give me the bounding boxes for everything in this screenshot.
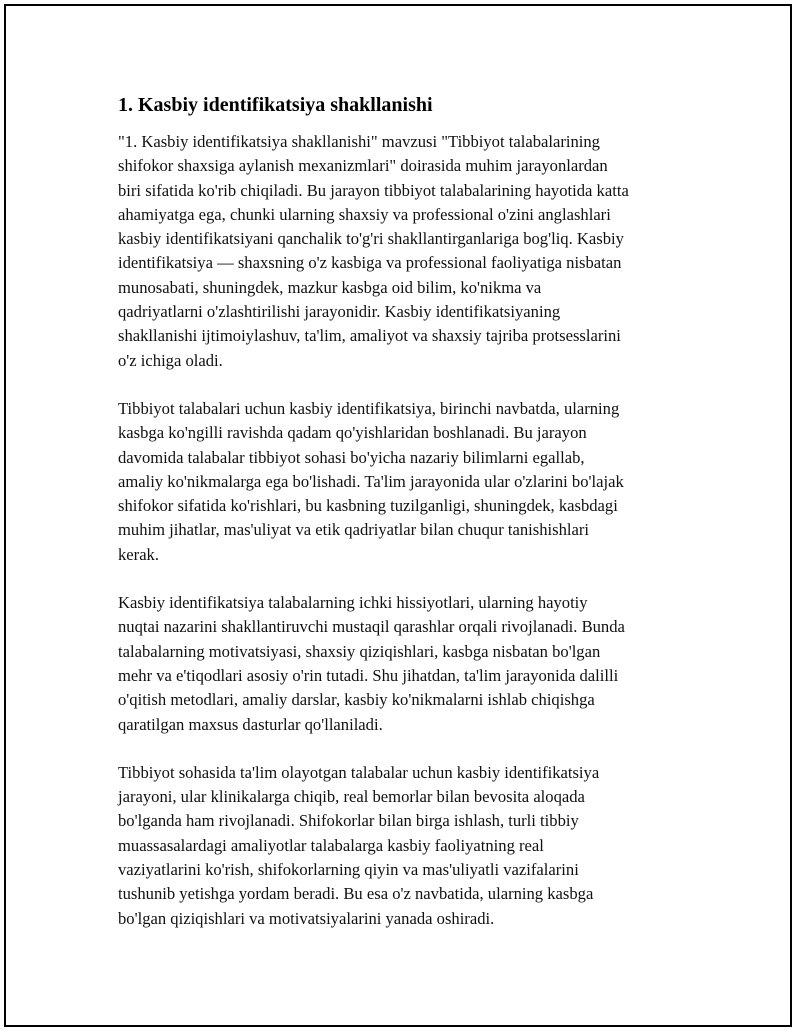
- paragraph-1: "1. Kasbiy identifikatsiya shakllanishi" mavzusi "Tibbiyot talabalarining shifokor shaxsiga aylanish mexanizmlari" doirasida muhim jarayonlardan biri sifatida ko'rib chiqiladi. Bu jarayon tibbiyot talabalarining hayotida katta ahamiyatga ega, chunki ularning shaxsiy va professional o'zini anglashlari kasbiy identifikatsiyani qanchalik to'g'ri shakllantirganlariga bog'liq. Kasbiy identifikatsiya — shaxsning o'z kasbiga va professional faoliyatiga nisbatan munosabati, shuningdek, mazkur kasbga oid bilim, ko'nikma va qadriyatlarni o'zlashtirilishi jarayonidir. Kasbiy identifikatsiyaning shakllanishi ijtimoiylashuv, ta'lim, amaliyot va shaxsiy tajriba protsesslarini o'z ichiga oladi.: [118, 132, 629, 370]
- paragraph-4: Tibbiyot sohasida ta'lim olayotgan talabalar uchun kasbiy identifikatsiya jarayoni, ular klinikalarga chiqib, real bemorlar bilan bevosita aloqada bo'lganda ham rivojlanadi. Shifokorlar bilan birga ishlash, turli tibbiy muassasalardagi amaliyotlar talabalarga kasbiy faoliyatning real vaziyatlarini ko'rish, shifokorlarning qiyin va mas'uliyatli vazifalarini tushunib yetishga yordam beradi. Bu esa o'z navbatida, ularning kasbga bo'lgan qiziqishlari va motivatsiyalarini yanada oshiradi.: [118, 762, 600, 928]
- document-body: [118, 92, 688, 955]
- paragraph-3: Kasbiy identifikatsiya talabalarning ichki hissiyotlari, ularning hayotiy nuqtai nazarini shakllantiruvchi mustaqil qarashlar orqali rivojlanadi. Bunda talabalarning motivatsiyasi, shaxsiy qiziqishlari, kasbga nisbatan bo'lgan mehr va e'tiqodlari asosiy o'rin tutadi. Shu jihatdan, ta'lim jarayonida dalilli o'qitish metodlari, amaliy darslar, kasbiy ko'nikmalarni ishlab chiqishga qaratilgan maxsus dasturlar qo'llaniladi.: [118, 593, 625, 734]
- paragraph-2: Tibbiyot talabalari uchun kasbiy identifikatsiya, birinchi navbatda, ularning kasbga ko'ngilli ravishda qadam qo'yishlaridan boshlanadi. Bu jarayon davomida talabalar tibbiyot sohasi bo'yicha nazariy bilimlarni egallab, amaliy ko'nikmalarga ega bo'lishadi. Ta'lim jarayonida ular o'zlarini bo'lajak shifokor sifatida ko'rishlari, bu kasbning tuzilganligi, shuningdek, kasbdagi muhim jihatlar, mas'uliyat va etik qadriyatlar bilan chuqur tanishishlari kerak.: [118, 398, 624, 564]
- section-heading: 1. Kasbiy identifikatsiya shakllanishi: [118, 94, 433, 116]
